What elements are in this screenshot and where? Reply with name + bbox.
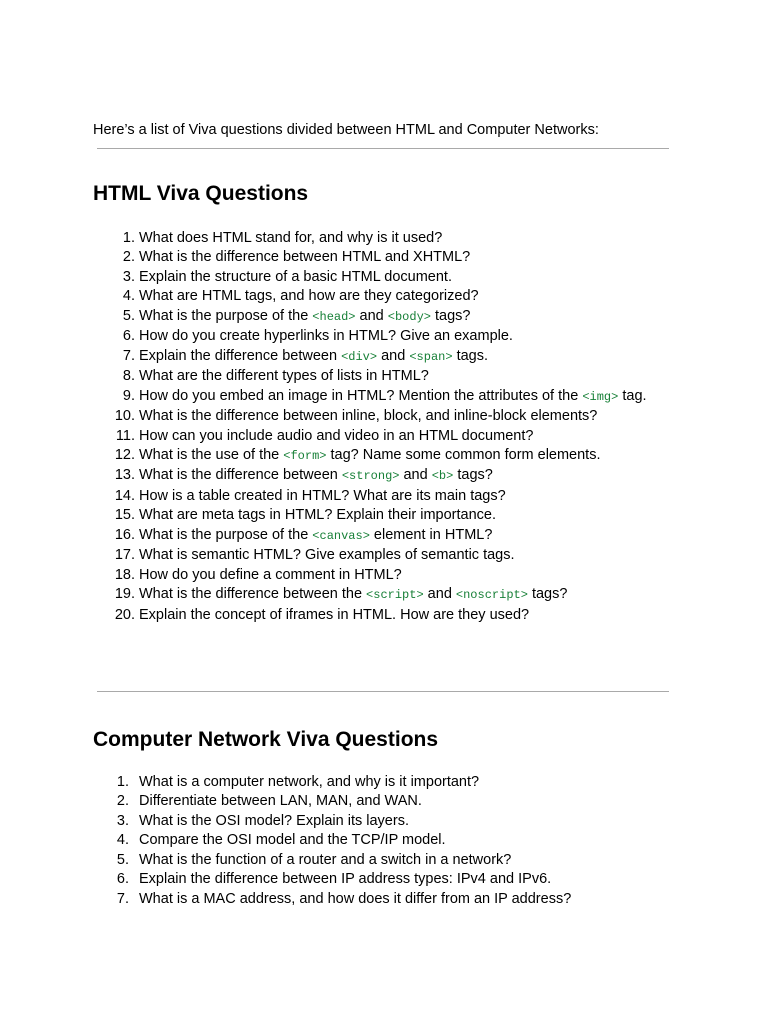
question-text: Compare the OSI model and the TCP/IP model. [139,832,446,849]
question-number: 2. [116,793,129,810]
question-item [93,487,673,506]
inline-code: <img> [582,389,619,404]
question-number: 20. [114,606,135,623]
inline-code: <noscript> [455,588,528,603]
question-text: What is the OSI model? Explain its layers. [139,812,409,829]
question-item [93,427,673,446]
question-text: tags? [527,586,568,603]
question-text: element in HTML? [369,526,493,543]
question-text: What is the difference between the [139,586,367,603]
question-item [93,307,673,327]
inline-code: <head> [312,309,356,324]
question-number: 16. [114,526,135,543]
question-text: Explain the difference between IP address types: IPv4 and IPv6. [139,871,552,888]
section-divider [97,691,669,692]
inline-code: <b> [431,469,454,484]
intro-text: Here’s a list of Viva questions divided between HTML and Computer Networks: [93,121,599,138]
question-text: and [355,307,388,324]
question-text: Explain the concept of iframes in HTML. How are they used? [139,606,530,623]
question-text: What is the difference between [139,467,342,484]
question-number: 13. [114,467,135,484]
question-item [93,268,673,287]
question-number: 7. [122,347,135,364]
question-number: 17. [114,547,135,564]
question-item [93,248,673,267]
question-text: What is the use of the [139,446,284,463]
question-number: 11. [115,427,135,444]
question-item [93,407,673,426]
question-text: How do you embed an image in HTML? Mention the attributes of the [139,387,583,404]
question-text: What does HTML stand for, and why is it used? [139,230,443,246]
question-item [93,466,673,486]
section-divider [97,148,669,149]
question-number: 10. [114,408,135,425]
network-question-list [93,773,673,909]
question-item [93,851,673,870]
question-text: What is the difference between inline, block, and inline-block elements? [139,408,598,425]
question-item [93,606,673,625]
question-text: What are HTML tags, and how are they categorized? [139,288,479,305]
question-text: What is the difference between HTML and XHTML? [139,249,471,266]
question-text: and [423,586,456,603]
inline-code: <form> [283,448,327,463]
question-item [93,526,673,546]
question-text: Differentiate between LAN, MAN, and WAN. [139,793,422,810]
question-number: 5. [116,851,129,868]
question-text: Explain the difference between [139,347,342,364]
inline-code: <div> [341,349,378,364]
inline-code: <span> [409,349,453,364]
question-item [93,566,673,585]
question-text: What is semantic HTML? Give examples of semantic tags. [139,547,515,564]
question-text: What is the function of a router and a switch in a network? [139,851,512,868]
question-number: 5. [122,307,135,324]
question-item [93,287,673,306]
question-text: How is a table created in HTML? What are its main tags? [139,487,506,504]
question-text: How do you create hyperlinks in HTML? Give an example. [139,328,513,345]
question-item [93,229,673,248]
question-item [93,792,673,811]
question-number: 3. [116,812,129,829]
question-text: tag? Name some common form elements. [326,446,601,463]
question-text: How can you include audio and video in an HTML document? [139,427,534,444]
question-number: 14. [114,487,135,504]
question-text: tags. [452,347,489,364]
question-text: What are the different types of lists in HTML? [139,368,429,385]
question-item [93,773,673,792]
question-text: and [377,347,410,364]
question-text: tags? [453,467,493,484]
question-text: What is a MAC address, and how does it differ from an IP address? [139,890,572,907]
question-number: 8. [122,368,135,385]
question-text: What is the purpose of the [139,526,313,543]
question-number: 4. [116,832,129,849]
question-item [93,446,673,466]
question-text: How do you define a comment in HTML? [139,566,402,583]
question-item [93,890,673,909]
question-item [93,585,673,605]
question-text: What is the purpose of the [139,307,313,324]
question-number: 7. [116,890,129,907]
html-question-list [93,229,673,625]
question-item [93,506,673,525]
question-number: 2. [122,249,135,266]
question-number: 18. [114,566,135,583]
question-text: tag. [618,387,647,404]
inline-code: <body> [387,309,431,324]
question-text: and [399,467,432,484]
question-text: What are meta tags in HTML? Explain their importance. [139,507,497,524]
question-number: 9. [122,387,135,404]
question-item [93,831,673,850]
question-text: What is a computer network, and why is it important? [139,774,480,790]
question-number: 12. [114,446,135,463]
question-text: tags? [430,307,471,324]
question-item [93,327,673,346]
question-item [93,367,673,386]
question-number: 1. [122,230,135,246]
question-item [93,347,673,367]
question-number: 1. [116,774,129,790]
question-number: 19. [114,586,135,603]
html-section-heading: HTML Viva Questions [93,182,309,205]
question-number: 6. [122,328,135,345]
question-number: 15. [114,507,135,524]
inline-code: <strong> [341,469,400,484]
question-item [93,812,673,831]
inline-code: <canvas> [312,528,370,543]
question-item [93,387,673,407]
question-item [93,870,673,889]
network-section-heading: Computer Network Viva Questions [93,728,439,751]
question-number: 4. [122,288,135,305]
question-number: 6. [116,871,129,888]
question-text: Explain the structure of a basic HTML document. [139,268,452,285]
question-item [93,546,673,565]
inline-code: <script> [366,588,424,603]
question-number: 3. [122,268,135,285]
